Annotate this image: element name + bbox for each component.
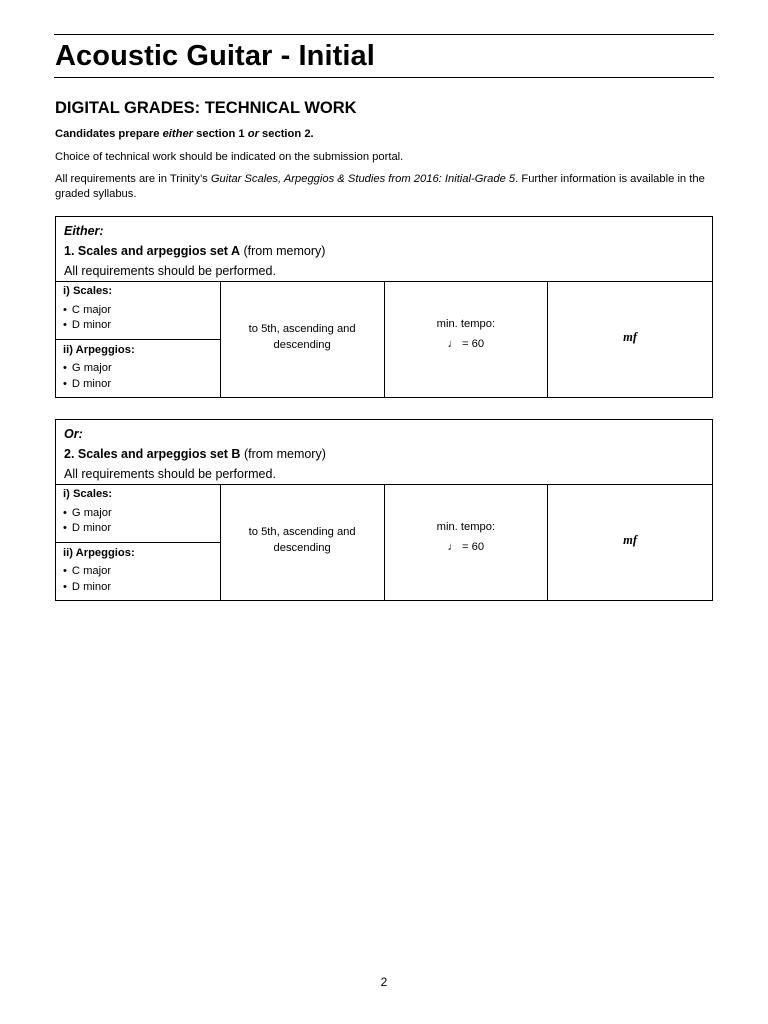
set-name-suffix: (from memory)	[240, 447, 326, 461]
technical-work-set-b	[55, 419, 713, 601]
tempo-cell	[385, 484, 549, 600]
title-top-rule	[54, 34, 714, 35]
range-cell	[221, 484, 385, 600]
set-header	[55, 216, 713, 282]
page-number: 2	[380, 975, 388, 989]
set-name-bold: 1. Scales and arpeggios set A	[64, 244, 240, 258]
scales-title: i) Scales:	[63, 488, 113, 500]
set-lead-label: Either:	[64, 224, 104, 238]
dynamic-marking: mf	[623, 330, 638, 344]
arpeggios-group	[56, 339, 220, 398]
intro-requirements-paragraph	[55, 172, 715, 202]
intro-portal-paragraph: Choice of technical work should be indicated on the submission portal.	[55, 151, 404, 163]
scales-group	[56, 281, 220, 339]
set-name	[64, 241, 704, 261]
tempo-label: min. tempo:	[436, 521, 496, 533]
intro-choice-text: section 1	[193, 128, 248, 140]
arpeggios-title: ii) Arpeggios:	[63, 546, 135, 559]
technical-work-set-a	[55, 216, 713, 398]
tempo-cell	[385, 281, 549, 397]
arpeggio-item: • D minor	[63, 377, 213, 393]
set-note: All requirements should be performed.	[64, 467, 276, 481]
range-text: to 5th, ascending and descending	[248, 526, 356, 554]
set-lead-label: Or:	[64, 427, 83, 441]
set-note: All requirements should be performed.	[64, 264, 276, 278]
dynamic-cell	[548, 484, 712, 600]
scale-item: • G major	[63, 506, 213, 522]
arpeggio-item: • G major	[63, 361, 213, 377]
book-title: Guitar Scales, Arpeggios & Studies from 2016: Initial-Grade 5	[210, 173, 516, 185]
section-heading: DIGITAL GRADES: TECHNICAL WORK	[55, 99, 357, 117]
requirements-cell	[56, 484, 221, 600]
set-name	[64, 444, 704, 464]
intro-choice-text: Candidates prepare	[55, 128, 163, 140]
scale-item: • D minor	[63, 318, 213, 334]
tempo-label: min. tempo:	[436, 318, 496, 330]
scale-item: • D minor	[63, 521, 213, 537]
tempo-value: ♩ = 60	[447, 541, 485, 553]
tempo-value: ♩ = 60	[447, 338, 485, 350]
scale-item: • C major	[63, 303, 213, 319]
page-title: Acoustic Guitar - Initial	[55, 40, 375, 72]
scales-group	[56, 484, 220, 542]
set-requirements-table	[55, 484, 713, 601]
dynamic-marking: mf	[623, 533, 638, 547]
intro-requirements-text: All requirements are in Trinity’s	[55, 173, 211, 185]
intro-either-word: either	[162, 128, 194, 140]
set-requirements-table	[55, 281, 713, 398]
intro-or-word: or	[247, 128, 259, 140]
dynamic-cell	[548, 281, 712, 397]
range-text: to 5th, ascending and descending	[248, 323, 356, 351]
set-name-bold: 2. Scales and arpeggios set B	[64, 447, 241, 461]
set-header	[55, 419, 713, 485]
arpeggio-item: • C major	[63, 564, 213, 580]
arpeggios-title: ii) Arpeggios:	[63, 343, 135, 356]
arpeggios-group	[56, 542, 220, 601]
set-name-suffix: (from memory)	[240, 244, 326, 258]
intro-choice-paragraph	[55, 127, 715, 142]
title-bottom-rule	[54, 77, 714, 78]
intro-requirements-text: . Further information is available in the graded syllabus.	[55, 173, 705, 200]
range-cell	[221, 281, 385, 397]
intro-choice-text: section 2.	[258, 128, 314, 140]
arpeggio-item: • D minor	[63, 580, 213, 596]
requirements-cell	[56, 281, 221, 397]
scales-title: i) Scales:	[63, 285, 113, 297]
